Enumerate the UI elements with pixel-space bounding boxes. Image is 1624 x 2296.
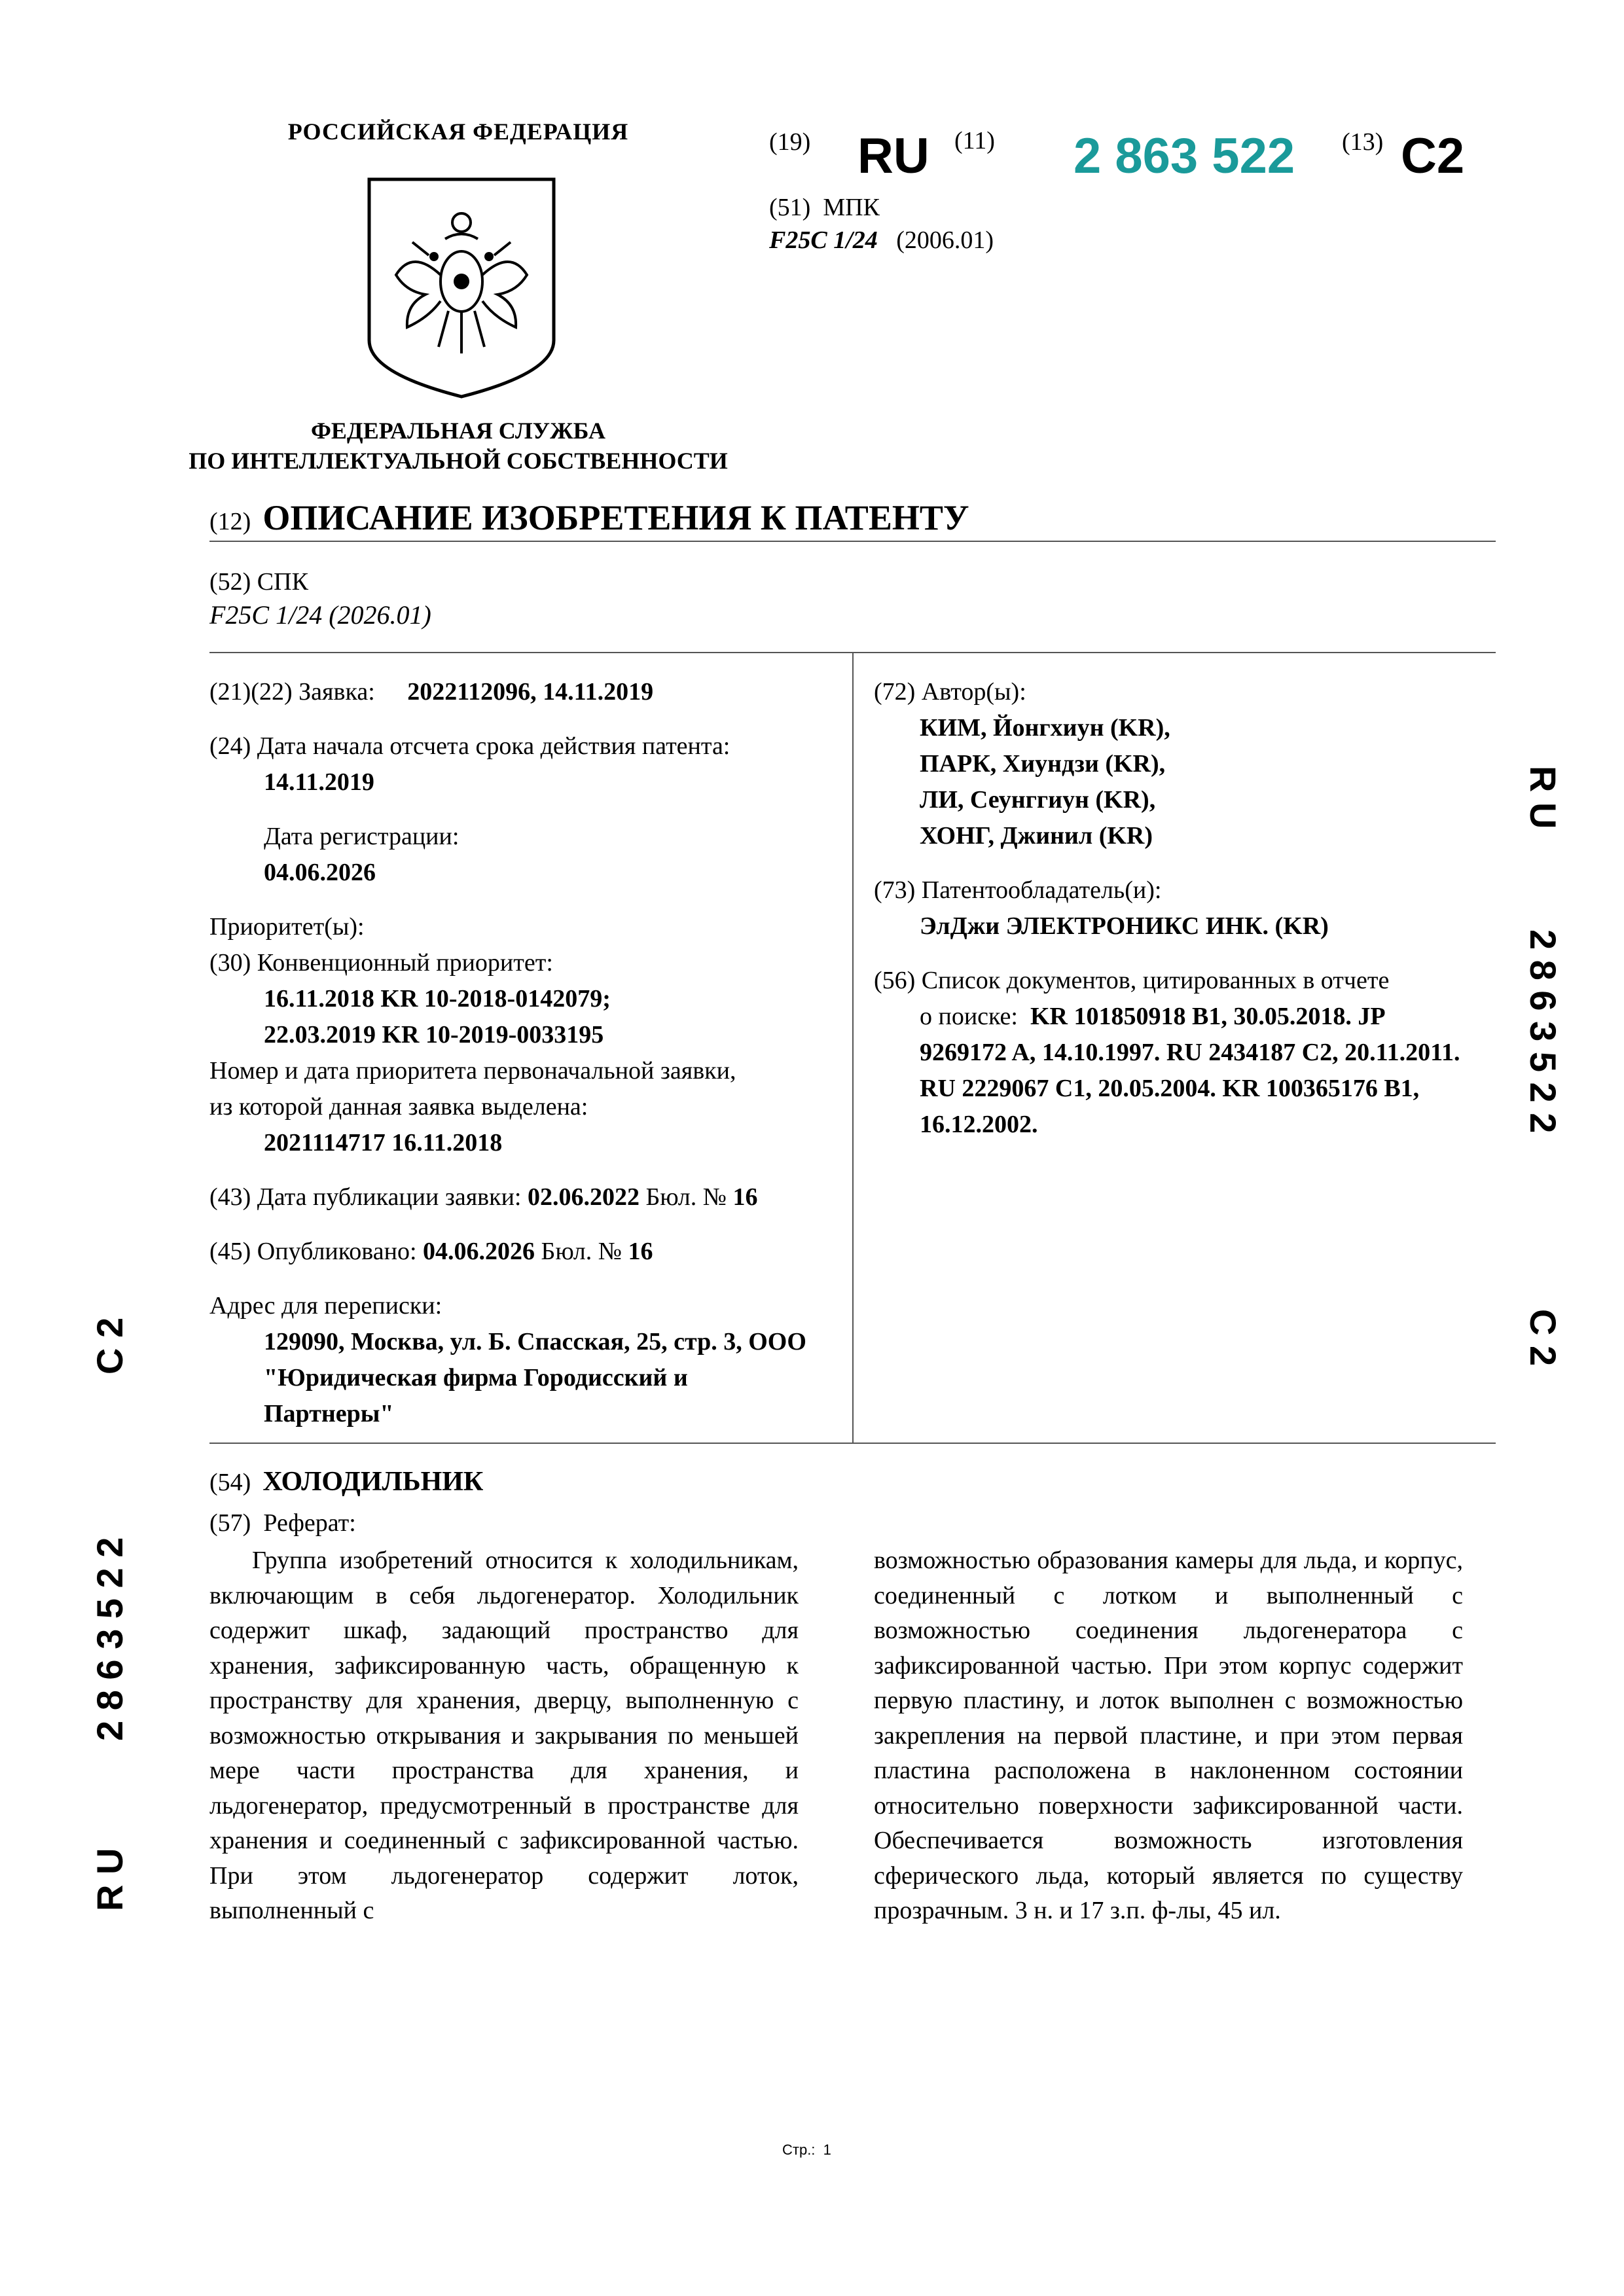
author-2: ПАРК, Хиундзи (KR), — [920, 750, 1166, 778]
coat-of-arms-emblem — [367, 177, 556, 399]
orig-label-1: Номер и дата приоритета первоначальной заявки, — [209, 1057, 736, 1085]
kind-code: C2 — [1401, 128, 1465, 184]
cpc-label: (52) СПК — [209, 568, 308, 596]
conv-date-2: 22.03.2019 — [264, 1021, 376, 1049]
address-line-3: Партнеры" — [264, 1400, 394, 1427]
header-left — [157, 118, 759, 484]
biblio-right — [874, 674, 1496, 1143]
page-number: 1 — [823, 2142, 831, 2158]
agency-name — [157, 416, 759, 476]
abstract-right: возможностью образования камеры для льда, и корпус, соединенный с лотком и выполненный с возможностью соединения льдогенератора с зафиксированной частью. При этом корпус содержит первую пластину, и лоток выполнен с возможностью закрепления на первой пластине, и при этом первая пластина расположена в наклоненном состоянии относительно поверхности зафиксированной части. Обеспечивается возможность изготовления сферического льда, который является по существу прозрачным. 3 н. и 17 з.п. ф-лы, 45 ил. — [874, 1547, 1463, 1924]
owner-label: (73) Патентообладатель(и): — [874, 876, 1162, 904]
ipc-label: МПК — [823, 194, 880, 221]
conv-date-1: 16.11.2018 — [264, 985, 374, 1013]
side-right-kind: C 2 — [1523, 1309, 1564, 1367]
address-line-2: "Юридическая фирма Городисский и — [264, 1364, 688, 1391]
inid-13: (13) — [1342, 128, 1384, 156]
rule-1 — [209, 541, 1496, 542]
side-left-ru: R U — [89, 1848, 130, 1911]
country-code: RU — [857, 128, 929, 184]
owner-value: ЭлДжи ЭЛЕКТРОНИКС ИНК. (KR) — [920, 912, 1329, 940]
refs-label-2: о поиске: — [920, 1003, 1018, 1030]
pub-date: 02.06.2022 — [527, 1183, 640, 1211]
refs-line-3: RU 2229067 C1, 20.05.2004. KR 100365176 B1, — [920, 1075, 1420, 1102]
priority-label: Приоритет(ы): — [209, 913, 365, 941]
refs-line-4: 16.12.2002. — [920, 1111, 1038, 1138]
biblio-left — [209, 674, 844, 1432]
pub-bul: Бюл. № — [645, 1183, 727, 1211]
refs-line-0 — [874, 999, 1496, 1035]
document-title-text: ОПИСАНИЕ ИЗОБРЕТЕНИЯ К ПАТЕНТУ — [262, 498, 969, 537]
ipc-class: F25C 1/24 — [769, 226, 878, 254]
agency-line-1: ФЕДЕРАЛЬНАЯ СЛУЖБА — [311, 418, 605, 444]
published-date: 04.06.2026 — [423, 1238, 535, 1265]
rule-3 — [209, 1443, 1496, 1444]
pub-label: (43) Дата публикации заявки: — [209, 1183, 522, 1211]
agency-line-2: ПО ИНТЕЛЛЕКТУАЛЬНОЙ СОБСТВЕННОСТИ — [189, 448, 728, 474]
abstract-label: Реферат: — [263, 1509, 356, 1537]
orig-label-2: из которой данная заявка выделена: — [209, 1093, 588, 1121]
application-value: 2022112096, 14.11.2019 — [407, 678, 654, 706]
ipc-heading — [769, 193, 880, 222]
page-footer — [782, 2142, 831, 2159]
term-label: (24) Дата начала отсчета срока действия патента: — [209, 732, 731, 760]
cpc-value: F25C 1/24 (2026.01) — [209, 600, 431, 630]
side-left-kind: C 2 — [89, 1317, 130, 1374]
refs-line-2: 9269172 A, 14.10.1997. RU 2434187 C2, 20.11.2011. — [920, 1039, 1460, 1066]
refs-label-1: (56) Список документов, цитированных в отчете — [874, 967, 1390, 994]
authors-label: (72) Автор(ы): — [874, 678, 1026, 706]
patent-number: 2 863 522 — [1074, 128, 1295, 184]
pub-line — [209, 1179, 844, 1215]
inid-11: (11) — [954, 127, 995, 154]
reg-label: Дата регистрации: — [264, 823, 460, 850]
conv-line-2 — [209, 1017, 844, 1053]
inid-51: (51) — [769, 194, 811, 221]
conv-line-1 — [209, 981, 844, 1017]
column-divider — [852, 652, 854, 1443]
inid-57: (57) — [209, 1509, 251, 1537]
orig-value: 2021114717 16.11.2018 — [264, 1129, 503, 1157]
conv-num-2: KR 10-2019-0033195 — [382, 1021, 604, 1049]
address-label: Адрес для переписки: — [209, 1292, 442, 1319]
inid-54: (54) — [209, 1469, 251, 1496]
inid-12: (12) — [209, 508, 251, 535]
author-4: ХОНГ, Джинил (KR) — [920, 822, 1153, 850]
ipc-version: (2006.01) — [896, 226, 994, 254]
page-label: Стр.: — [782, 2142, 816, 2158]
refs-line-1: KR 101850918 B1, 30.05.2018. JP — [1030, 1003, 1386, 1030]
published-bul-num: 16 — [628, 1238, 653, 1265]
invention-title-text: ХОЛОДИЛЬНИК — [262, 1467, 484, 1497]
reg-value: 04.06.2026 — [264, 859, 376, 886]
invention-title — [209, 1466, 483, 1498]
side-right-ru: R U — [1523, 766, 1564, 829]
document-title — [209, 497, 969, 538]
side-right-number: 2 8 6 3 5 2 2 — [1523, 929, 1564, 1134]
abstract-heading — [209, 1505, 356, 1541]
published-line — [209, 1234, 844, 1270]
ipc-line — [769, 226, 994, 255]
country-name: РОССИЙСКАЯ ФЕДЕРАЦИЯ — [287, 118, 629, 145]
address-line-1: 129090, Москва, ул. Б. Спасская, 25, стр. 3, ООО — [264, 1328, 806, 1355]
conv-label: (30) Конвенционный приоритет: — [209, 949, 553, 977]
author-3: ЛИ, Сеунггиун (KR), — [920, 786, 1156, 814]
application-label: (21)(22) Заявка: — [209, 678, 375, 706]
side-left-number: 2 8 6 3 5 2 2 — [89, 1537, 130, 1741]
inid-19: (19) — [769, 128, 811, 156]
published-label: (45) Опубликовано: — [209, 1238, 417, 1265]
authors-list — [874, 710, 1496, 854]
term-value: 14.11.2019 — [264, 768, 374, 796]
author-1: КИМ, Йонгхиун (KR), — [920, 714, 1170, 742]
abstract-left: Группа изобретений относится к холодильникам, включающим в себя льдогенератор. Холодильник содержит шкаф, задающий пространство для хранения, зафиксированную часть, обращенную к пространству для хранения, дверцу, выполненную с возможностью открывания и закрывания по меньшей мере части пространства для хранения, и льдогенератор, предусмотренный в пространстве для хранения и соединенный с зафиксированной частью. При этом льдогенератор содержит лоток, выполненный с — [209, 1547, 799, 1924]
pub-bul-num: 16 — [732, 1183, 758, 1211]
published-bul: Бюл. № — [541, 1238, 622, 1265]
application — [209, 674, 844, 710]
conv-num-1: KR 10-2018-0142079; — [380, 985, 611, 1013]
